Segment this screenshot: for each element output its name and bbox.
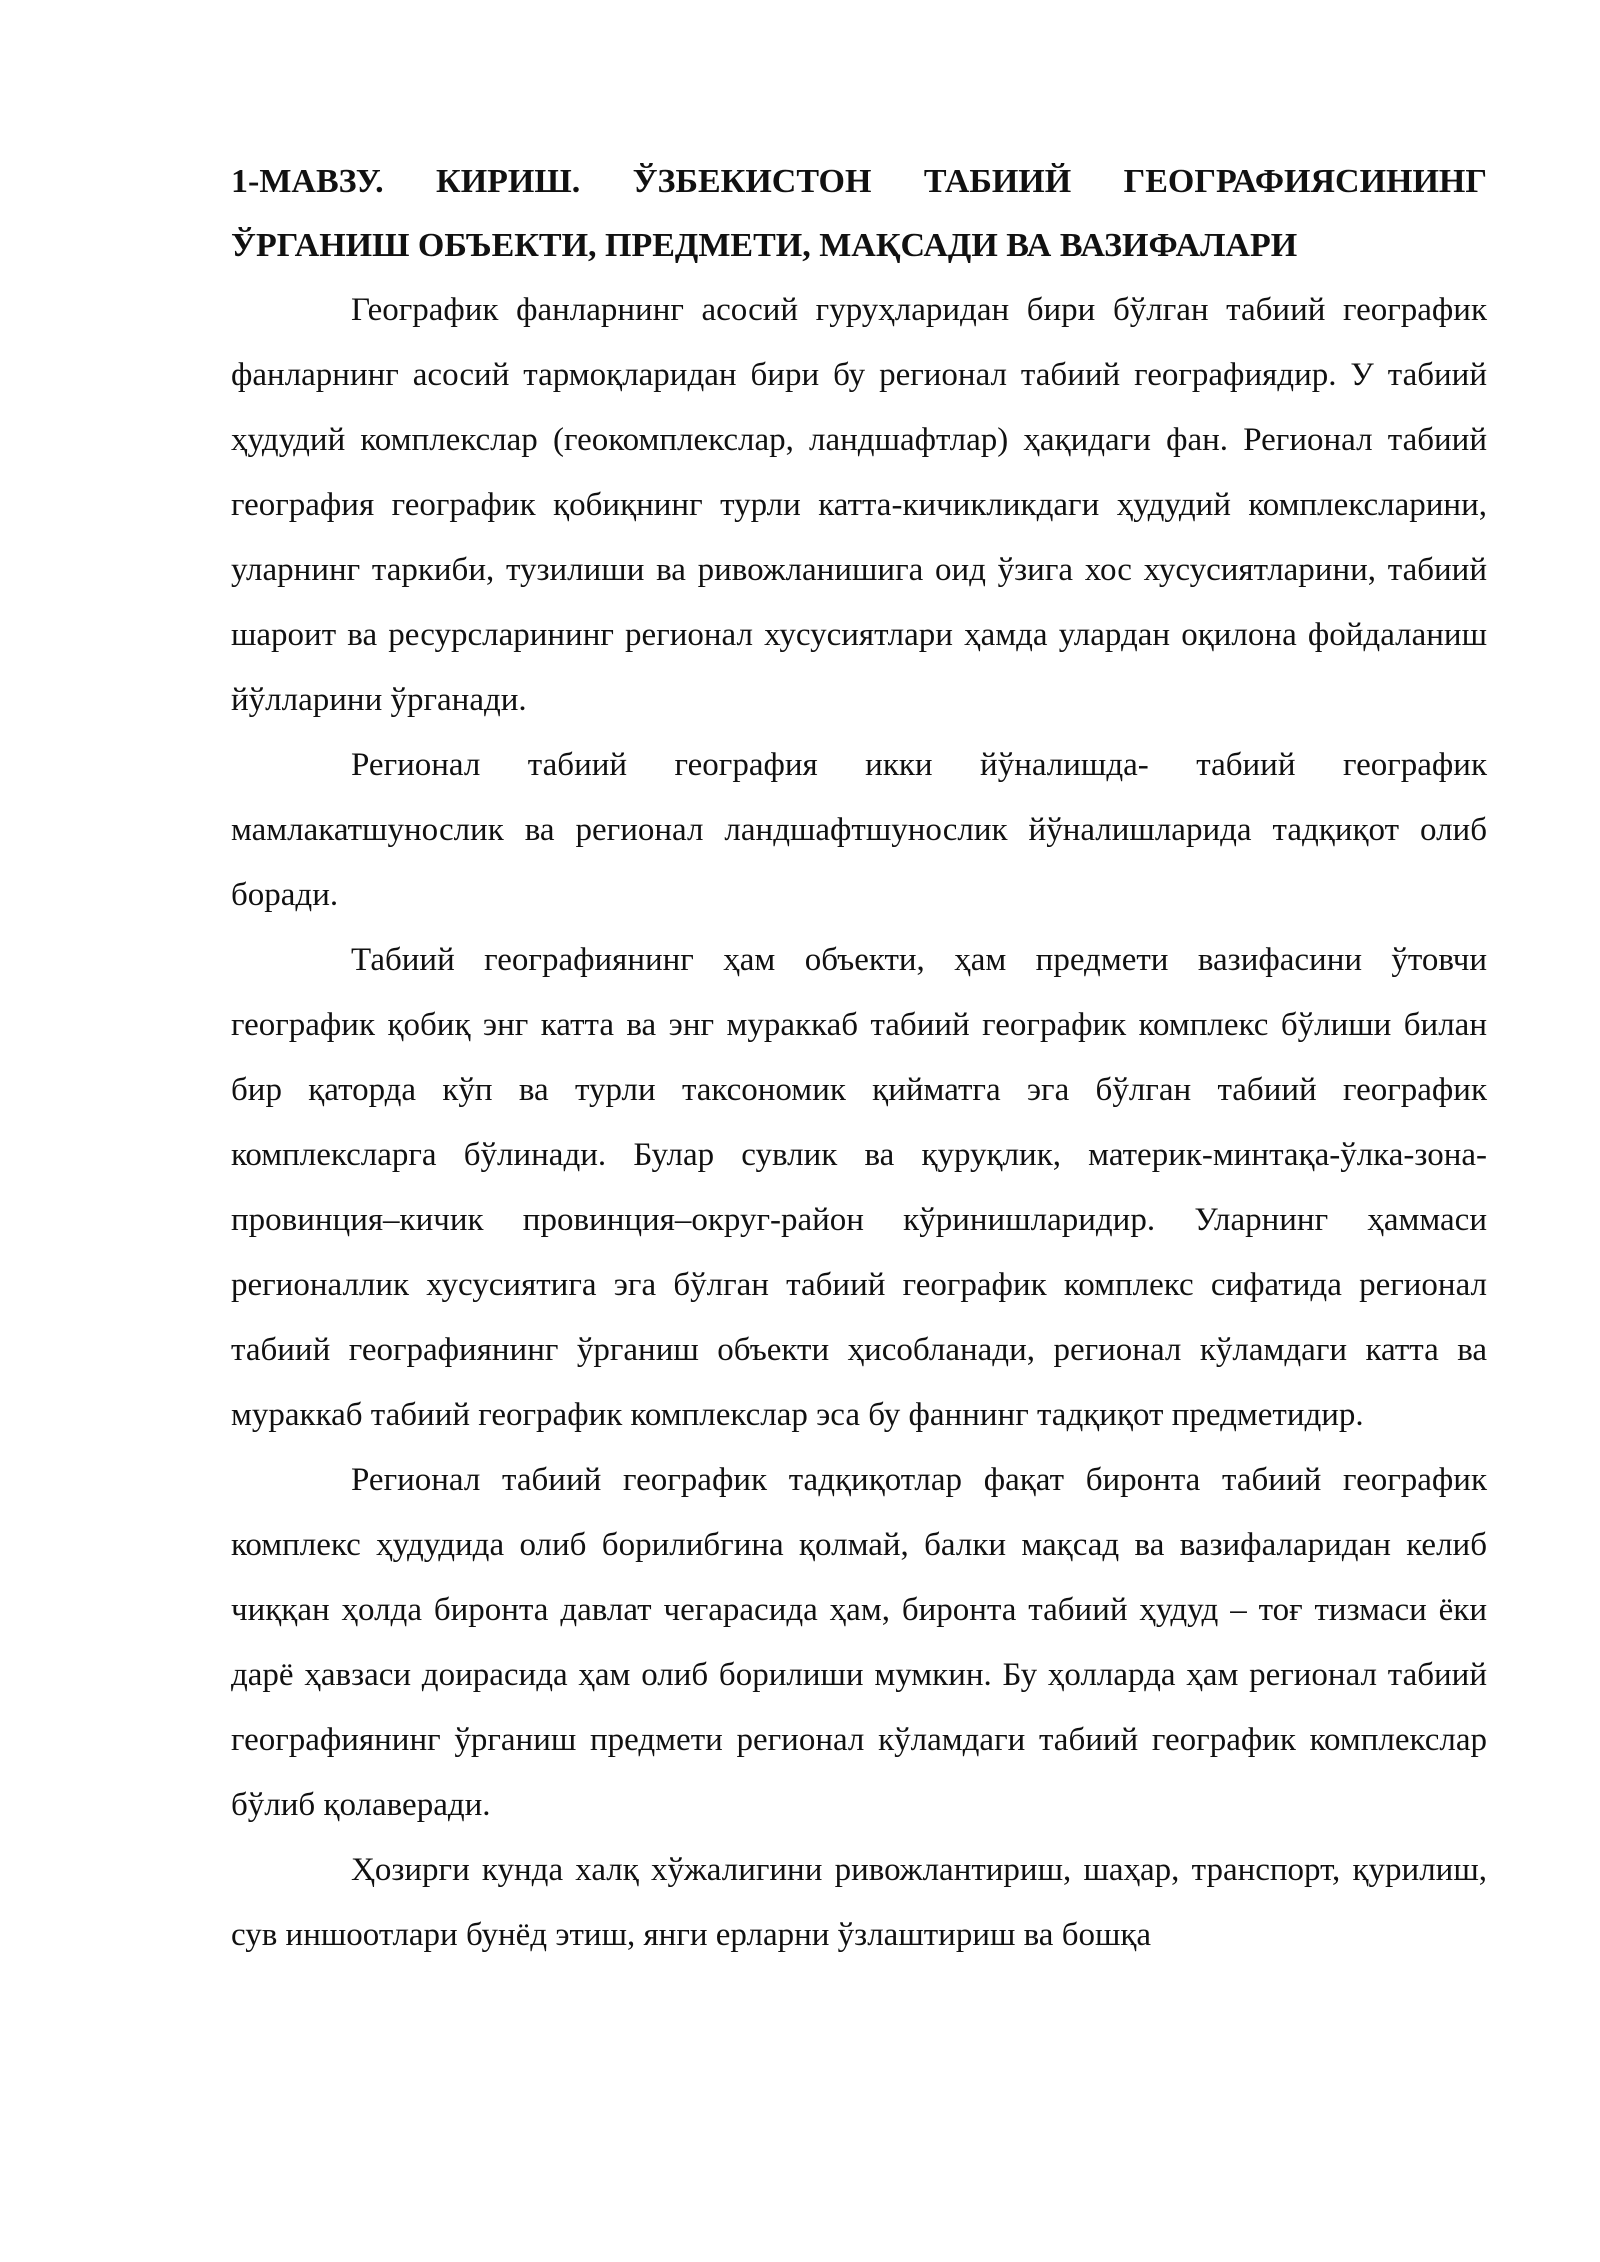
paragraph-4: Регионал табиий географик тадқиқотлар фақат биронта табиий географик комплекс ҳудудида олиб борилибгина қолмай, балки мақсад ва вазифаларидан келиб чиққан ҳолда биронта давлат чегарасида ҳам, биронта табиий ҳудуд – тоғ тизмаси ёки дарё ҳавзаси доирасида ҳам олиб борилиши мумкин. Бу ҳолларда ҳам регионал табиий географиянинг ўрганиш предмети регионал кўламдаги табиий географик комплекслар бўлиб қолаверади.: [231, 1462, 1487, 1823]
paragraph-1: Географик фанларнинг асосий гуруҳларидан бири бўлган табиий географик фанларнинг асосий тармоқларидан бири бу регионал табиий географиядир. У табиий ҳудудий комплекслар (геокомплекслар, ландшафтлар) ҳақидаги фан. Регионал табиий география географик қобиқнинг турли катта-кичикликдаги ҳудудий комплексларини, уларнинг таркиби, тузилиши ва ривожланишига оид ўзига хос хусусиятларини, табиий шароит ва ресурсларининг регионал хусусиятлари ҳамда улардан оқилона фойдаланиш йўлларини ўрганади.: [231, 292, 1487, 718]
document-title: [231, 150, 1487, 278]
paragraph-3: Табиий географиянинг ҳам объекти, ҳам предмети вазифасини ўтовчи географик қобиқ энг катта ва энг мураккаб табиий географик комплекс бўлиши билан бир қаторда кўп ва турли таксономик қийматга эга бўлган табиий географик комплексларга бўлинади. Булар сувлик ва қуруқлик, материк-минтақа-ўлка-зона-провинция–кичик провинция–округ-район кўринишларидир. Уларнинг ҳаммаси регионаллик хусусиятига эга бўлган табиий географик комплекс сифатида регионал табиий географиянинг ўрганиш объекти ҳисобланади, регионал кўламдаги катта ва мураккаб табиий географик комплекслар эса бу фаннинг тадқиқот предметидир.: [231, 942, 1487, 1433]
title-line-1: 1-МАВЗУ. КИРИШ. ЎЗБЕКИСТОН ТАБИИЙ ГЕОГРАФИЯСИНИНГ: [231, 163, 1487, 200]
paragraph-2: Регионал табиий география икки йўналишда- табиий географик мамлакатшунослик ва регионал ландшафтшунослик йўналишларида тадқиқот олиб боради.: [231, 747, 1487, 913]
document-page: [231, 150, 1487, 1968]
title-line-2: ЎРГАНИШ ОБЪЕКТИ, ПРЕДМЕТИ, МАҚСАДИ ВА ВАЗИФАЛАРИ: [231, 227, 1298, 264]
paragraph-5: Ҳозирги кунда халқ хўжалигини ривожлантириш, шаҳар, транспорт, қурилиш, сув иншоотлари бунёд этиш, янги ерларни ўзлаштириш ва бошқа: [231, 1852, 1487, 1953]
